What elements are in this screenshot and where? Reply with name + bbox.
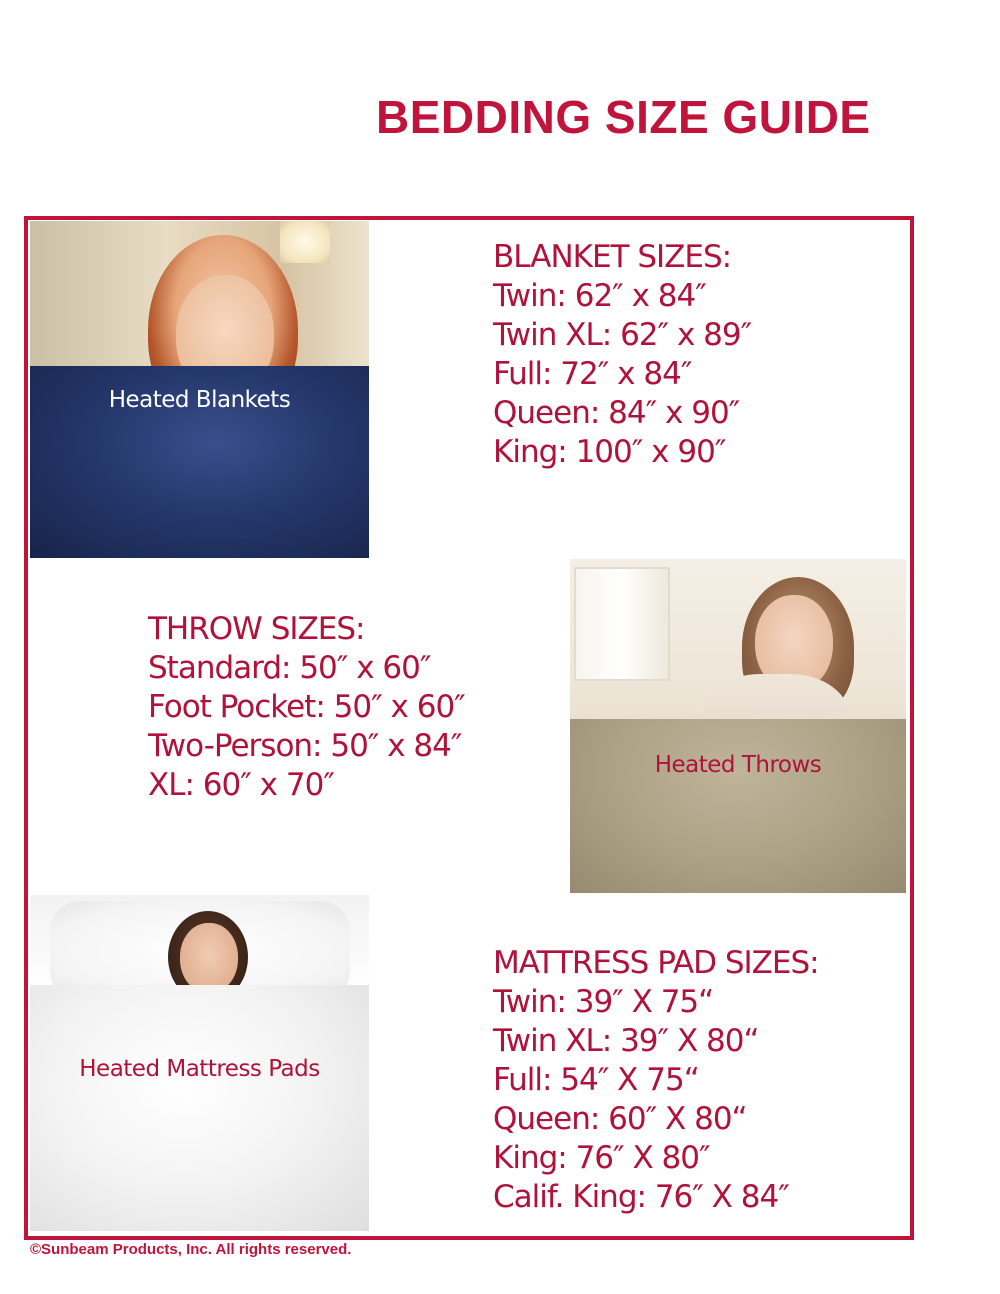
blanket-sizes-heading: BLANKET SIZES: xyxy=(493,239,732,275)
list-item: Standard: 50″ x 60″ xyxy=(148,650,431,686)
list-item: Twin XL: 39″ X 80“ xyxy=(493,1023,759,1059)
list-item: Queen: 84″ x 90″ xyxy=(493,395,740,431)
list-item: Twin: 39″ X 75“ xyxy=(493,984,714,1020)
throw-sizes-heading: THROW SIZES: xyxy=(148,611,365,647)
list-item: Full: 54″ X 75“ xyxy=(493,1062,699,1098)
list-item: Queen: 60″ X 80“ xyxy=(493,1101,747,1137)
heated-mattress-pads-photo xyxy=(30,895,369,1231)
list-item: King: 76″ X 80″ xyxy=(493,1140,710,1176)
copyright-notice: ©Sunbeam Products, Inc. All rights reserved. xyxy=(30,1241,352,1258)
heated-mattress-pads-caption: Heated Mattress Pads xyxy=(79,1056,320,1082)
blanket-sizes-list xyxy=(493,238,751,472)
throw-sizes-list xyxy=(148,610,465,805)
heated-blankets-caption: Heated Blankets xyxy=(108,387,291,413)
list-item: Foot Pocket: 50″ x 60″ xyxy=(148,689,465,725)
mattress-pad-sizes-heading: MATTRESS PAD SIZES: xyxy=(493,945,819,981)
page-title: BEDDING SIZE GUIDE xyxy=(376,91,871,143)
heated-throws-photo xyxy=(570,559,906,893)
list-item: Two-Person: 50″ x 84″ xyxy=(148,728,462,764)
heated-throws-caption: Heated Throws xyxy=(654,752,822,778)
list-item: Twin XL: 62″ x 89″ xyxy=(493,317,752,353)
list-item: Calif. King: 76″ X 84″ xyxy=(493,1179,789,1215)
list-item: King: 100″ x 90″ xyxy=(493,434,726,470)
list-item: Twin: 62″ x 84″ xyxy=(493,278,706,314)
mattress-pad-sizes-list xyxy=(493,944,819,1217)
list-item: Full: 72″ x 84″ xyxy=(493,356,692,392)
heated-blankets-photo xyxy=(30,221,369,558)
list-item: XL: 60″ x 70″ xyxy=(148,767,334,803)
